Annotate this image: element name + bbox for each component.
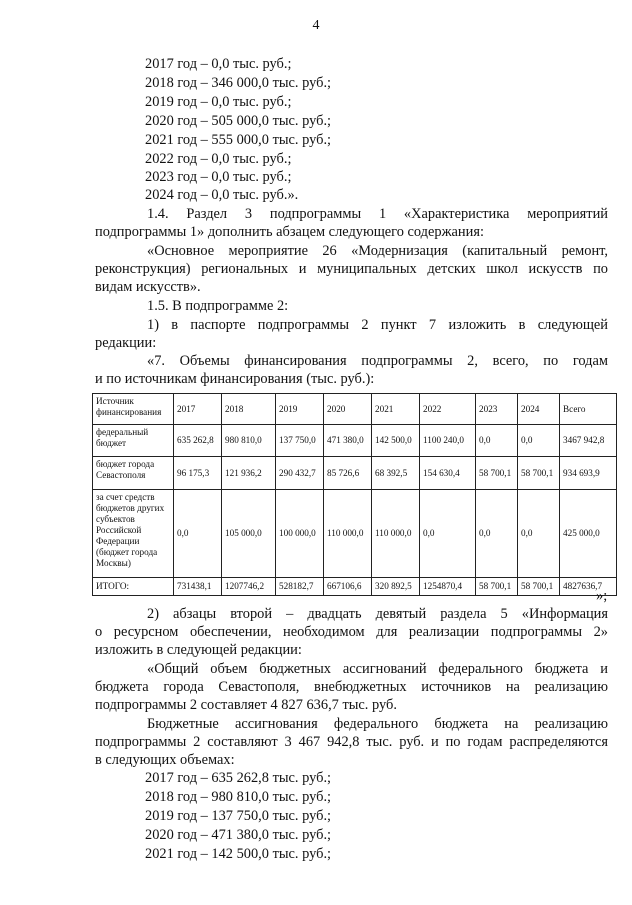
table-cell: 121 936,2	[222, 457, 276, 490]
header-cell: 2020	[324, 394, 372, 425]
section-5-line: изложить в следующей редакции:	[95, 642, 302, 658]
year-line: 2019 год – 137 750,0 тыс. руб.;	[145, 808, 332, 824]
federal-line: подпрограммы 2 составляют 3 467 942,8 тыс. руб. и по годам распределяются	[95, 734, 608, 750]
table-row	[93, 490, 617, 578]
passport-line: 1) в паспорте подпрограммы 2 пункт 7 изложить в следующей	[147, 317, 608, 333]
year-line: 2017 год – 635 262,8 тыс. руб.;	[145, 770, 332, 786]
table-cell: 980 810,0	[222, 425, 276, 457]
table-cell: 320 892,5	[372, 578, 420, 596]
header-cell: 2018	[222, 394, 276, 425]
table-cell: 0,0	[420, 490, 476, 578]
closing-quote: »;	[596, 588, 608, 604]
table-cell: 0,0	[518, 490, 560, 578]
header-cell: 2022	[420, 394, 476, 425]
header-cell: 2023	[476, 394, 518, 425]
year-line: 2020 год – 505 000,0 тыс. руб.;	[145, 113, 332, 129]
section-5-line: 2) абзацы второй – двадцать девятый раздела 5 «Информация	[147, 606, 608, 622]
passport-line: редакции:	[95, 335, 157, 351]
year-line: 2024 год – 0,0 тыс. руб.».	[145, 187, 299, 203]
header-cell: 2017	[174, 394, 222, 425]
table-cell: 58 700,1	[476, 578, 518, 596]
table-cell: 85 726,6	[324, 457, 372, 490]
table-row	[93, 425, 617, 457]
federal-line: Бюджетные ассигнования федерального бюджета на реализацию	[147, 716, 608, 732]
table-cell: 667106,6	[324, 578, 372, 596]
header-cell: Источник финансирования	[93, 394, 174, 425]
table-cell: 0,0	[174, 490, 222, 578]
table-row	[93, 457, 617, 490]
table-cell: 731438,1	[174, 578, 222, 596]
table-cell: 154 630,4	[420, 457, 476, 490]
table-cell: 0,0	[518, 425, 560, 457]
item-7-line: и по источникам финансирования (тыс. руб.):	[95, 371, 375, 387]
table-cell: 425 000,0	[560, 490, 617, 578]
table-cell: 1207746,2	[222, 578, 276, 596]
year-line: 2018 год – 980 810,0 тыс. руб.;	[145, 789, 332, 805]
year-line: 2022 год – 0,0 тыс. руб.;	[145, 151, 292, 167]
year-line: 2020 год – 471 380,0 тыс. руб.;	[145, 827, 332, 843]
main-event-line: видам искусств».	[95, 279, 201, 295]
table-cell: 142 500,0	[372, 425, 420, 457]
main-event-line: реконструкция) региональных и муниципальных детских школ искусств по	[95, 261, 608, 277]
table-cell: 137 750,0	[276, 425, 324, 457]
year-line: 2018 год – 346 000,0 тыс. руб.;	[145, 75, 332, 91]
table-cell: 110 000,0	[372, 490, 420, 578]
year-line: 2019 год – 0,0 тыс. руб.;	[145, 94, 292, 110]
section-5-line: о ресурсном обеспечении, необходимом для реализации подпрограммы 2»	[95, 624, 608, 640]
table-cell: 0,0	[476, 490, 518, 578]
table-cell: 105 000,0	[222, 490, 276, 578]
table-cell: бюджет города Севастополя	[93, 457, 174, 490]
year-line: 2017 год – 0,0 тыс. руб.;	[145, 56, 292, 72]
total-line: «Общий объем бюджетных ассигнований федерального бюджета и	[147, 661, 608, 677]
header-cell: 2024	[518, 394, 560, 425]
paragraph-1-4-line: подпрограммы 1» дополнить абзацем следующего содержания:	[95, 224, 484, 240]
table-cell: 96 175,3	[174, 457, 222, 490]
page-number: 4	[312, 18, 320, 33]
year-line: 2023 год – 0,0 тыс. руб.;	[145, 169, 292, 185]
year-line: 2021 год – 555 000,0 тыс. руб.;	[145, 132, 332, 148]
total-line: подпрограммы 2 составляет 4 827 636,7 тыс. руб.	[95, 697, 397, 713]
table-cell: 934 693,9	[560, 457, 617, 490]
paragraph-1-4-line: 1.4. Раздел 3 подпрограммы 1 «Характеристика мероприятий	[147, 206, 608, 222]
table-cell: 1100 240,0	[420, 425, 476, 457]
table-cell: 528182,7	[276, 578, 324, 596]
header-cell: 2019	[276, 394, 324, 425]
item-7-line: «7. Объемы финансирования подпрограммы 2, всего, по годам	[147, 353, 608, 369]
table-cell: 0,0	[476, 425, 518, 457]
table-header-row	[93, 394, 617, 425]
financing-table	[92, 393, 617, 596]
header-cell: 2021	[372, 394, 420, 425]
table-cell: 290 432,7	[276, 457, 324, 490]
table-cell: ИТОГО:	[93, 578, 174, 596]
table-cell: 58 700,1	[518, 457, 560, 490]
header-cell: Всего	[560, 394, 617, 425]
table-cell: 110 000,0	[324, 490, 372, 578]
federal-line: в следующих объемах:	[95, 752, 235, 768]
table-cell: 68 392,5	[372, 457, 420, 490]
table-cell: 58 700,1	[476, 457, 518, 490]
year-line: 2021 год – 142 500,0 тыс. руб.;	[145, 846, 332, 862]
table-cell: за счет средств бюджетов других субъектов Российской Федерации (бюджет города Москвы)	[93, 490, 174, 578]
table-total-row	[93, 578, 617, 596]
table-cell: 471 380,0	[324, 425, 372, 457]
table-cell: 3467 942,8	[560, 425, 617, 457]
table-cell: 4827636,7	[560, 578, 617, 596]
table-cell: 1254870,4	[420, 578, 476, 596]
main-event-line: «Основное мероприятие 26 «Модернизация (капитальный ремонт,	[147, 243, 608, 259]
table-cell: 635 262,8	[174, 425, 222, 457]
paragraph-1-5: 1.5. В подпрограмме 2:	[147, 298, 289, 314]
table-cell: 58 700,1	[518, 578, 560, 596]
total-line: бюджета города Севастополя, внебюджетных источников на реализацию	[95, 679, 608, 695]
table-cell: федеральный бюджет	[93, 425, 174, 457]
table-cell: 100 000,0	[276, 490, 324, 578]
